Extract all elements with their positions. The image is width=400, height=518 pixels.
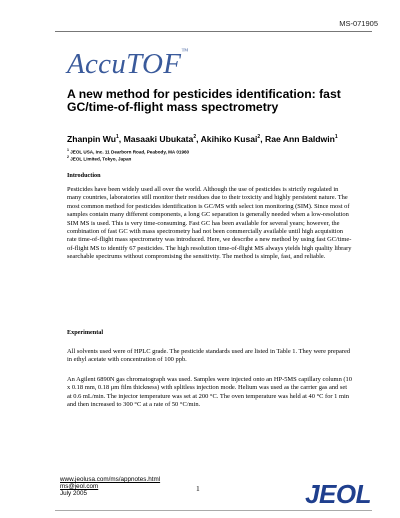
- affiliation-number: 1: [67, 148, 69, 152]
- accutof-logo: [67, 47, 189, 80]
- trademark-symbol: ™: [181, 47, 189, 55]
- section-heading-experimental: Experimental: [67, 329, 104, 336]
- author-affiliation-mark: 1: [116, 134, 119, 141]
- author-list: Zhanpin Wu$^1$, Masaaki Ubukata$^2$, Akihiko Kusai$^2$, Rae Ann Baldwin$^1$: [67, 134, 338, 144]
- document-title: A new method for pesticides identification: fast GC/time-of-flight mass spectrometry: [67, 87, 341, 114]
- affiliation: [67, 155, 131, 162]
- author-name: Rae Ann Baldwin: [264, 134, 335, 144]
- author-name: Masaaki Ubukata: [123, 134, 194, 144]
- email-link[interactable]: ms@jeol.com: [60, 483, 99, 490]
- affiliation-number: 2: [67, 155, 69, 159]
- experimental-paragraph: An Agilent 6890N gas chromatograph was used. Samples were injected onto an HP-5MS capillary column (10 x 0.18 mm, 0.18 μm film thickness) with splitless injection mode. Helium was used as the carrier gas and set at 0.6 mL/min. The injector temperature was set at 200 °C. The oven temperature was held at 40 °C for 1 min and then increased to 300 °C at a rate of 50 °C/min.: [67, 376, 352, 409]
- author-affiliation-mark: 2: [193, 134, 197, 141]
- affiliation-text: JEOL USA, Inc. 11 Dearborn Road, Peabody, MA 01960: [70, 149, 190, 155]
- footer-divider: [55, 510, 372, 511]
- footer-contact: [60, 476, 160, 497]
- author-name: Zhanpin Wu: [67, 134, 117, 144]
- affiliation: [67, 148, 189, 155]
- logo-text: AccuTOF: [67, 48, 182, 80]
- publication-date: July 2005: [60, 490, 87, 497]
- affiliation-text: JEOL Limited, Tokyo, Japan: [70, 156, 132, 162]
- jeol-logo: JEOL: [305, 479, 371, 509]
- page-number: 1: [196, 484, 200, 493]
- header-divider: [55, 31, 372, 32]
- author-name: Akihiko Kusai: [200, 134, 258, 144]
- website-link[interactable]: www.jeolusa.com/ms/appnotes.html: [60, 476, 161, 483]
- experimental-paragraph: All solvents used were of HPLC grade. The pesticide standards used are listed in Table 1. They were prepared in ethyl acetate with concentration of 100 ppb.: [67, 348, 351, 364]
- introduction-paragraph: Pesticides have been widely used all over the world. Although the use of pesticides is strictly regulated in many countries, laboratories still monitor their residues due to their toxicity and highly persistent nature. The most common method for pesticides identification is GC/MS with select ion monitoring (SIM). Since most of samples contain many different components, a long GC separation is generally needed when a low-resolution SIM MS is used. This is very time-consuming. Fast GC has been available for several years; however, the combination of fast GC with mass spectrometry had not been commercially available until high acquisition rate time-of-flight mass spectrometry was introduced. Here, we describe a new method by using fast GC/time-of-flight MS to identify 67 pesticides. The high resolution time-of-flight MS always yields high quality library searchable spectrums without compromising the sensitivity. The method is simple, fast, and reliable.: [67, 186, 352, 261]
- author-affiliation-mark: 1: [334, 134, 338, 141]
- author-affiliation-mark: 2: [257, 134, 261, 141]
- document-id: MS-071905: [339, 19, 378, 28]
- section-heading-introduction: Introduction: [67, 172, 101, 179]
